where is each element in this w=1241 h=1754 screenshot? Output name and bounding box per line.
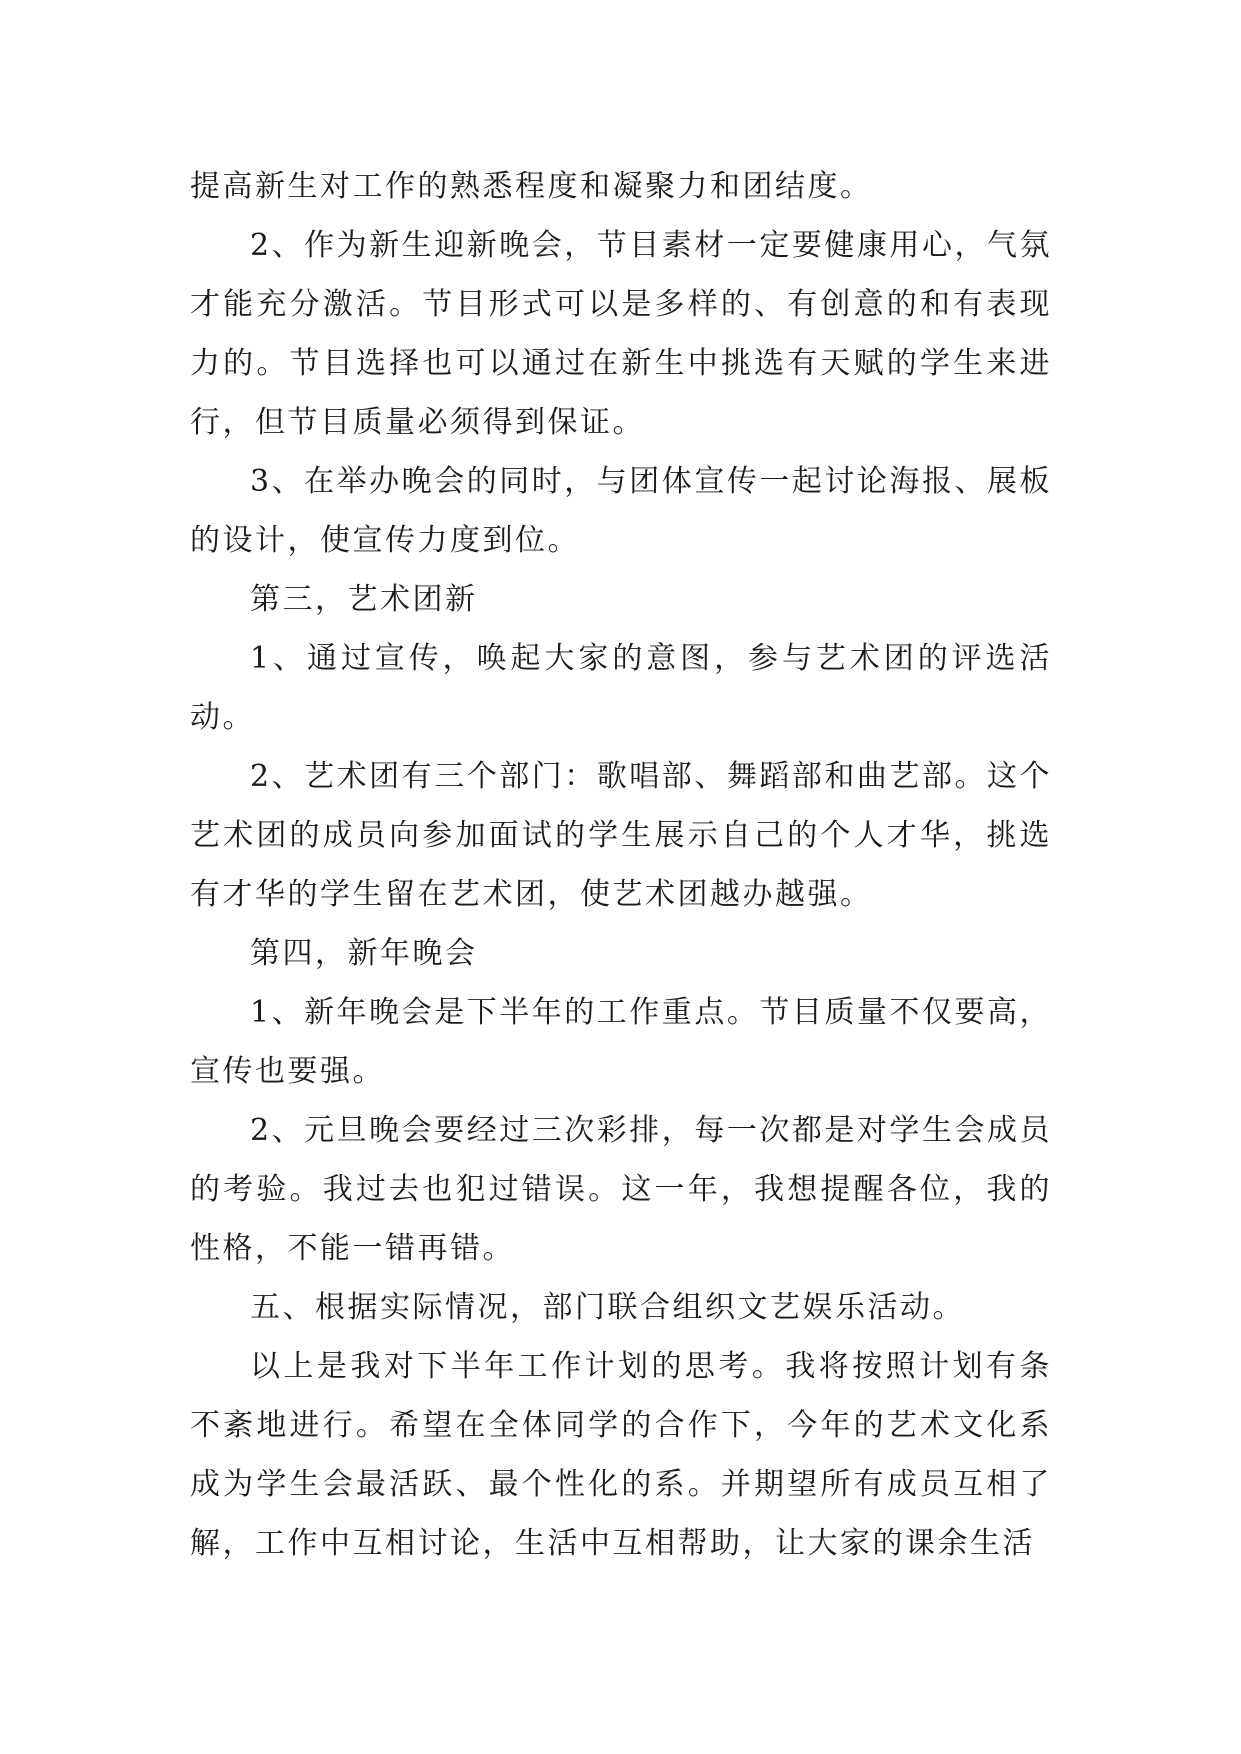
paragraph-item-2-gala-program: 2、作为新生迎新晚会，节目素材一定要健康用心，气氛才能充分激活。节目形式可以是多样的、有创意的和有表现力的。节目选择也可以通过在新生中挑选有天赋的学生来进行，但节目质量必须得到保证。 <box>190 228 1052 440</box>
paragraph-continuation: 提高新生对工作的熟悉程度和凝聚力和团结度。 <box>190 169 873 204</box>
section-heading-joint-activities: 五、根据实际情况，部门联合组织文艺娱乐活动。 <box>250 1290 965 1325</box>
section-heading-new-year-gala: 第四，新年晚会 <box>250 936 478 971</box>
paragraph-conclusion: 以上是我对下半年工作计划的思考。我将按照计划有条不紊地进行。希望在全体同学的合作下，今年的艺术文化系成为学生会最活跃、最个性化的系。并期望所有成员互相了解，工作中互相讨论，生活中互相帮助，让大家的课余生活 <box>190 1349 1052 1561</box>
document-body <box>190 157 1052 1573</box>
section-heading-art-troupe: 第三，艺术团新 <box>250 582 478 617</box>
paragraph-item-2-rehearsals: 2、元旦晚会要经过三次彩排，每一次都是对学生会成员的考验。我过去也犯过错误。这一年，我想提醒各位，我的性格，不能一错再错。 <box>190 1113 1052 1266</box>
paragraph-item-2-departments: 2、艺术团有三个部门：歌唱部、舞蹈部和曲艺部。这个艺术团的成员向参加面试的学生展示自己的个人才华，挑选有才华的学生留在艺术团，使艺术团越办越强。 <box>190 759 1052 912</box>
paragraph-item-3-publicity: 3、在举办晚会的同时，与团体宣传一起讨论海报、展板的设计，使宣传力度到位。 <box>190 464 1052 558</box>
paragraph-item-1-new-year-focus: 1、新年晚会是下半年的工作重点。节目质量不仅要高，宣传也要强。 <box>190 995 1052 1089</box>
paragraph-item-1-selection: 1、通过宣传，唤起大家的意图，参与艺术团的评选活动。 <box>190 641 1052 735</box>
